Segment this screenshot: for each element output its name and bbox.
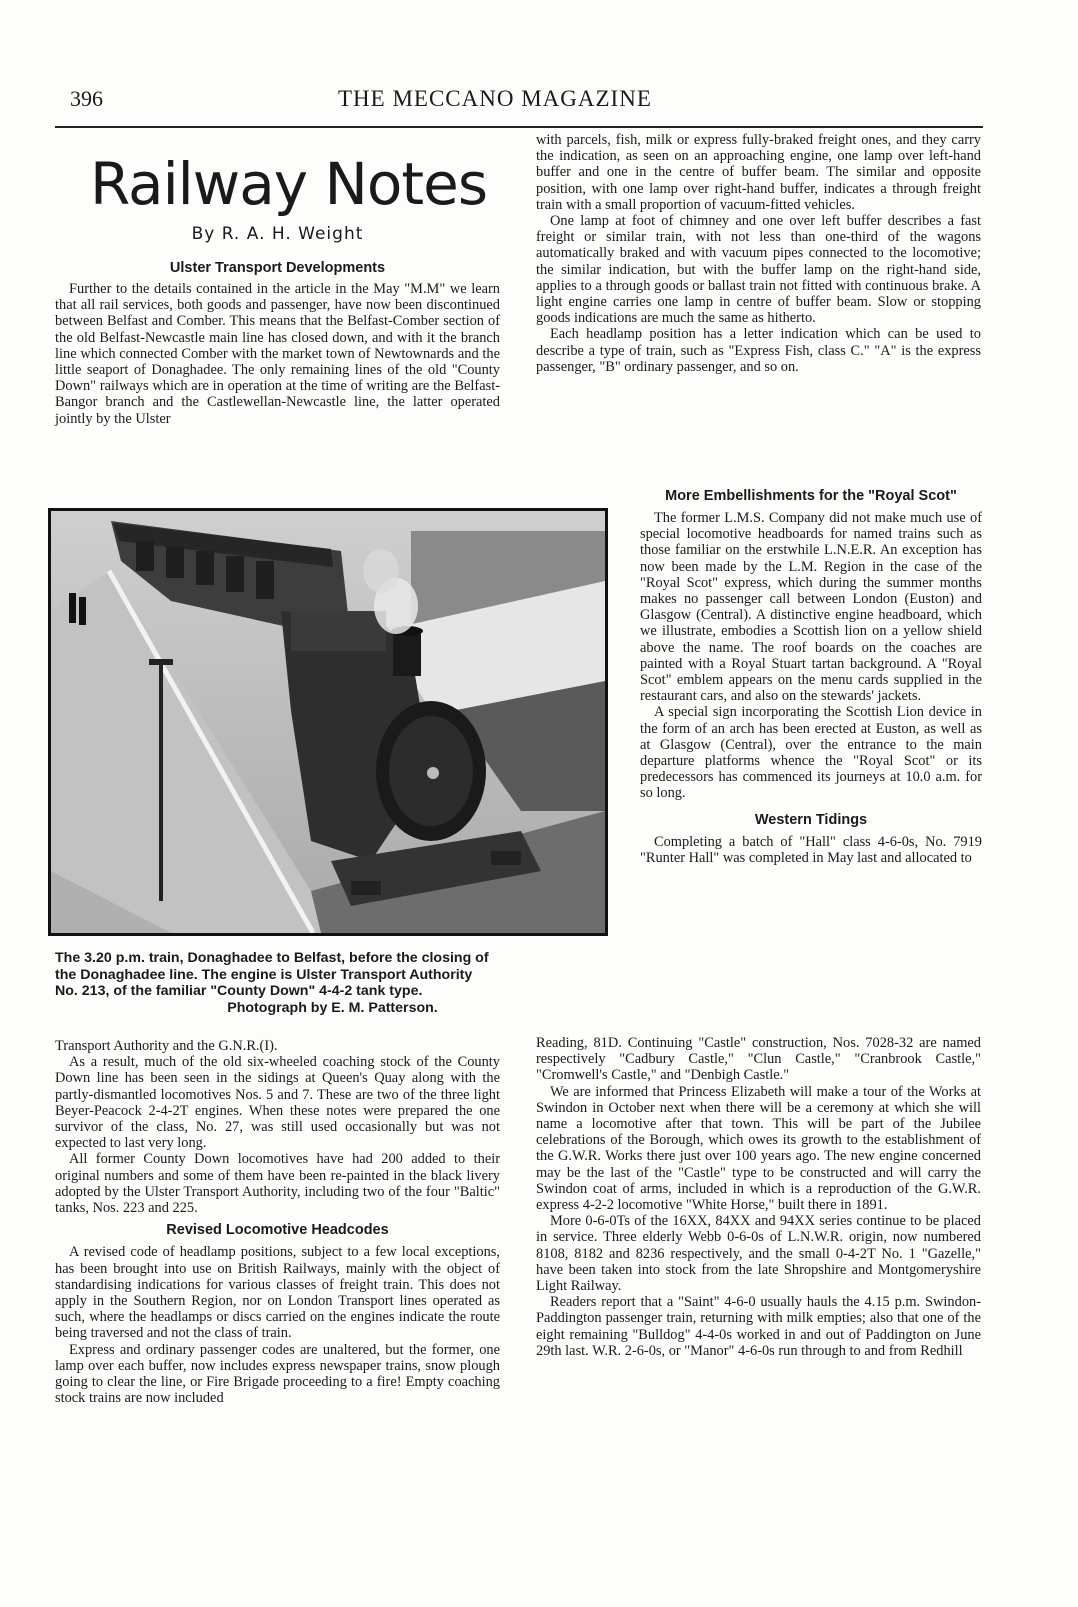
train-photograph <box>48 508 608 936</box>
article-title: Railway Notes <box>90 150 488 218</box>
headcodes-paragraph: Express and ordinary passenger codes are unaltered, but the former, one lamp over each buffer, now includes express newspaper trains, snow plough going to clear the line, or Fire Brigade proceeding to a fire! Empty coaching stock trains are now included <box>55 1341 500 1407</box>
western-paragraph: Readers report that a "Saint" 4-6-0 usually hauls the 4.15 p.m. Swindon-Paddington passenger train, returning with milk empties; also that one of the eight remaining "Bulldog" 4-4-0s worked in and out of Paddington on June 29th last. W.R. 2-6-0s, or "Manor" 4-6-0s run through to and from Redhill <box>536 1294 981 1359</box>
header-rule <box>55 126 983 128</box>
left-column-bottom <box>55 1038 500 1406</box>
right-column-bottom <box>536 1035 981 1359</box>
western-text-a <box>640 834 982 866</box>
headcodes-paragraph: A revised code of headlamp positions, subject to a few local exceptions, has been brought into use on British Railways, mainly with the object of standardising indications for various classes of freight train. This does not apply in the Southern Region, nor on London Transport lines operated as such, where the headlamps or discs carried on the engines indicate the route being traversed and not the class of train. <box>55 1244 500 1342</box>
ulster-paragraph: As a result, much of the old six-wheeled coaching stock of the County Down line has been seen in the sidings at Queen's Quay along with the partly-dismantled locomotives Nos. 5 and 7. These are two of the three light Beyer-Peacock 2-4-2T engines. When these notes were prepared the one survivor of the class, No. 27, was still used occasionally but was not expected to last very long. <box>55 1054 500 1152</box>
caption-line: No. 213, of the familiar "County Down" 4-4-2 tank type. <box>55 983 423 999</box>
headcodes-paragraph: Each headlamp position has a letter indication which can be used to describe a type of train, such as "Express Fish, class C." "A" is the express passenger, "B" ordinary passenger, and so on. <box>536 326 981 375</box>
magazine-title: THE MECCANO MAGAZINE <box>338 86 652 111</box>
headcodes-paragraph-cont: with parcels, fish, milk or express fully-braked freight ones, and they carry the indication, as seen on an approaching engine, one lamp over left-hand buffer and one in the centre of buffer beam. The similar and opposite position, with one lamp over right-hand buffer, indicates a through freight train with a small proportion of vacuum-fitted vehicles. <box>536 132 981 213</box>
right-column-middle <box>640 488 982 866</box>
ulster-text <box>55 281 500 427</box>
photo-caption <box>55 950 610 1016</box>
locomotive-illustration <box>51 511 605 933</box>
ulster-paragraph-cont: Transport Authority and the G.N.R.(I). <box>55 1038 278 1054</box>
heading-headcodes: Revised Locomotive Headcodes <box>166 1222 389 1239</box>
western-paragraph: We are informed that Princess Elizabeth will make a tour of the Works at Swindon in October next when there will be a ceremony at which she will name a locomotive after that town. This will be part of the Jubilee celebrations of the Borough, which owes its growth to the establishment of the G.W.R. Works there just over 100 years ago. The new engine concerned may be the last of the "Castle" type to be constructed and will carry the Swindon coat of arms, included in which is a reproduction of the G.W.R. express 4-2-2 locomotive "White Horse," built there in 1891. <box>536 1083 981 1214</box>
ulster-paragraph: All former County Down locomotives have had 200 added to their original numbers and some of them have been re-painted in the black livery adopted by the Ulster Transport Authority, including two of the four "Baltic" tanks, Nos. 223 and 225. <box>55 1151 500 1217</box>
left-column-top <box>55 260 500 427</box>
heading-royal-scot: More Embellishments for the "Royal Scot" <box>665 488 957 504</box>
caption-line: The 3.20 p.m. train, Donaghadee to Belfast, before the closing of <box>55 950 489 966</box>
heading-western: Western Tidings <box>754 811 868 828</box>
article-byline: By R. A. H. Weight <box>191 224 364 244</box>
heading-ulster: Ulster Transport Developments <box>169 260 386 276</box>
western-paragraph-cont: Reading, 81D. Continuing "Castle" construction, Nos. 7028-32 are named respectively "Cadbury Castle," "Clun Castle," "Cranbrook Castle," "Cromwell's Castle," and "Denbigh Castle." <box>536 1035 981 1084</box>
royal-scot-paragraph: The former L.M.S. Company did not make much use of special locomotive headboards for named trains such as those familiar on the erstwhile L.N.E.R. An exception has now been made by the L.M. Region in the case of the "Royal Scot" express, which during the summer months makes no passenger call between London (Euston) and Glasgow (Central). A distinctive engine headboard, which we illustrate, embodies a Scottish lion on a yellow shield above the name. The roof boards on the coaches are painted with a Royal Stuart tartan background. A "Royal Scot" emblem appears on the menu cards supplied in the restaurant cars, and also on the stewards' jackets. <box>640 510 982 705</box>
ulster-paragraph: Further to the details contained in the article in the May "M.M" we learn that all rail services, both goods and passenger, have now been discontinued between Belfast and Comber. This means that the Belfast-Comber section of the old Belfast-Newcastle main line has closed down, and with it the branch line which connected Comber with the market town of Newtownards and the little seaport of Donaghadee. The only remaining lines of the old "County Down" railways which are in operation at the time of writing are the Belfast-Bangor branch and the Castlewellan-Newcastle line, the latter operated jointly by the Ulster <box>55 281 500 427</box>
photo-credit: Photograph by E. M. Patterson. <box>227 999 438 1016</box>
headcodes-paragraph: One lamp at foot of chimney and one over left buffer describes a fast freight or similar train, with not less than one-third of the wagons automatically braked and with vacuum pipes connected to the locomotive; the similar indication, but with the buffer lamp on the right-hand side, applies to a through goods or ballast train not fitted with continuous brake. A light engine carries one lamp in centre of buffer beam. Slow or stopping goods indications are much the same as hitherto. <box>536 213 981 327</box>
western-paragraph: Completing a batch of "Hall" class 4-6-0s, No. 7919 "Runter Hall" was completed in May last and allocated to <box>640 833 982 866</box>
royal-scot-text <box>640 510 982 802</box>
page-number: 396 <box>70 86 103 111</box>
western-paragraph: More 0-6-0Ts of the 16XX, 84XX and 94XX series continue to be placed in service. Three elderly Webb 0-6-0s of L.N.W.R. origin, now numbered 8108, 8182 and 8236 respectively, and the small 0-4-2T No. 1 "Gazelle," have been taken into stock from the late Shropshire and Montgomeryshire Light Railway. <box>536 1213 981 1295</box>
caption-line: the Donaghadee line. The engine is Ulster Transport Authority <box>55 966 473 983</box>
royal-scot-paragraph: A special sign incorporating the Scottish Lion device in the form of an arch has been erected at Euston, as well as at Glasgow (Central), over the entrance to the main departure platforms whence the "Royal Scot" or its predecessors has commenced its journeys at 10.0 a.m. for so long. <box>640 704 982 802</box>
right-column-top <box>536 132 981 375</box>
